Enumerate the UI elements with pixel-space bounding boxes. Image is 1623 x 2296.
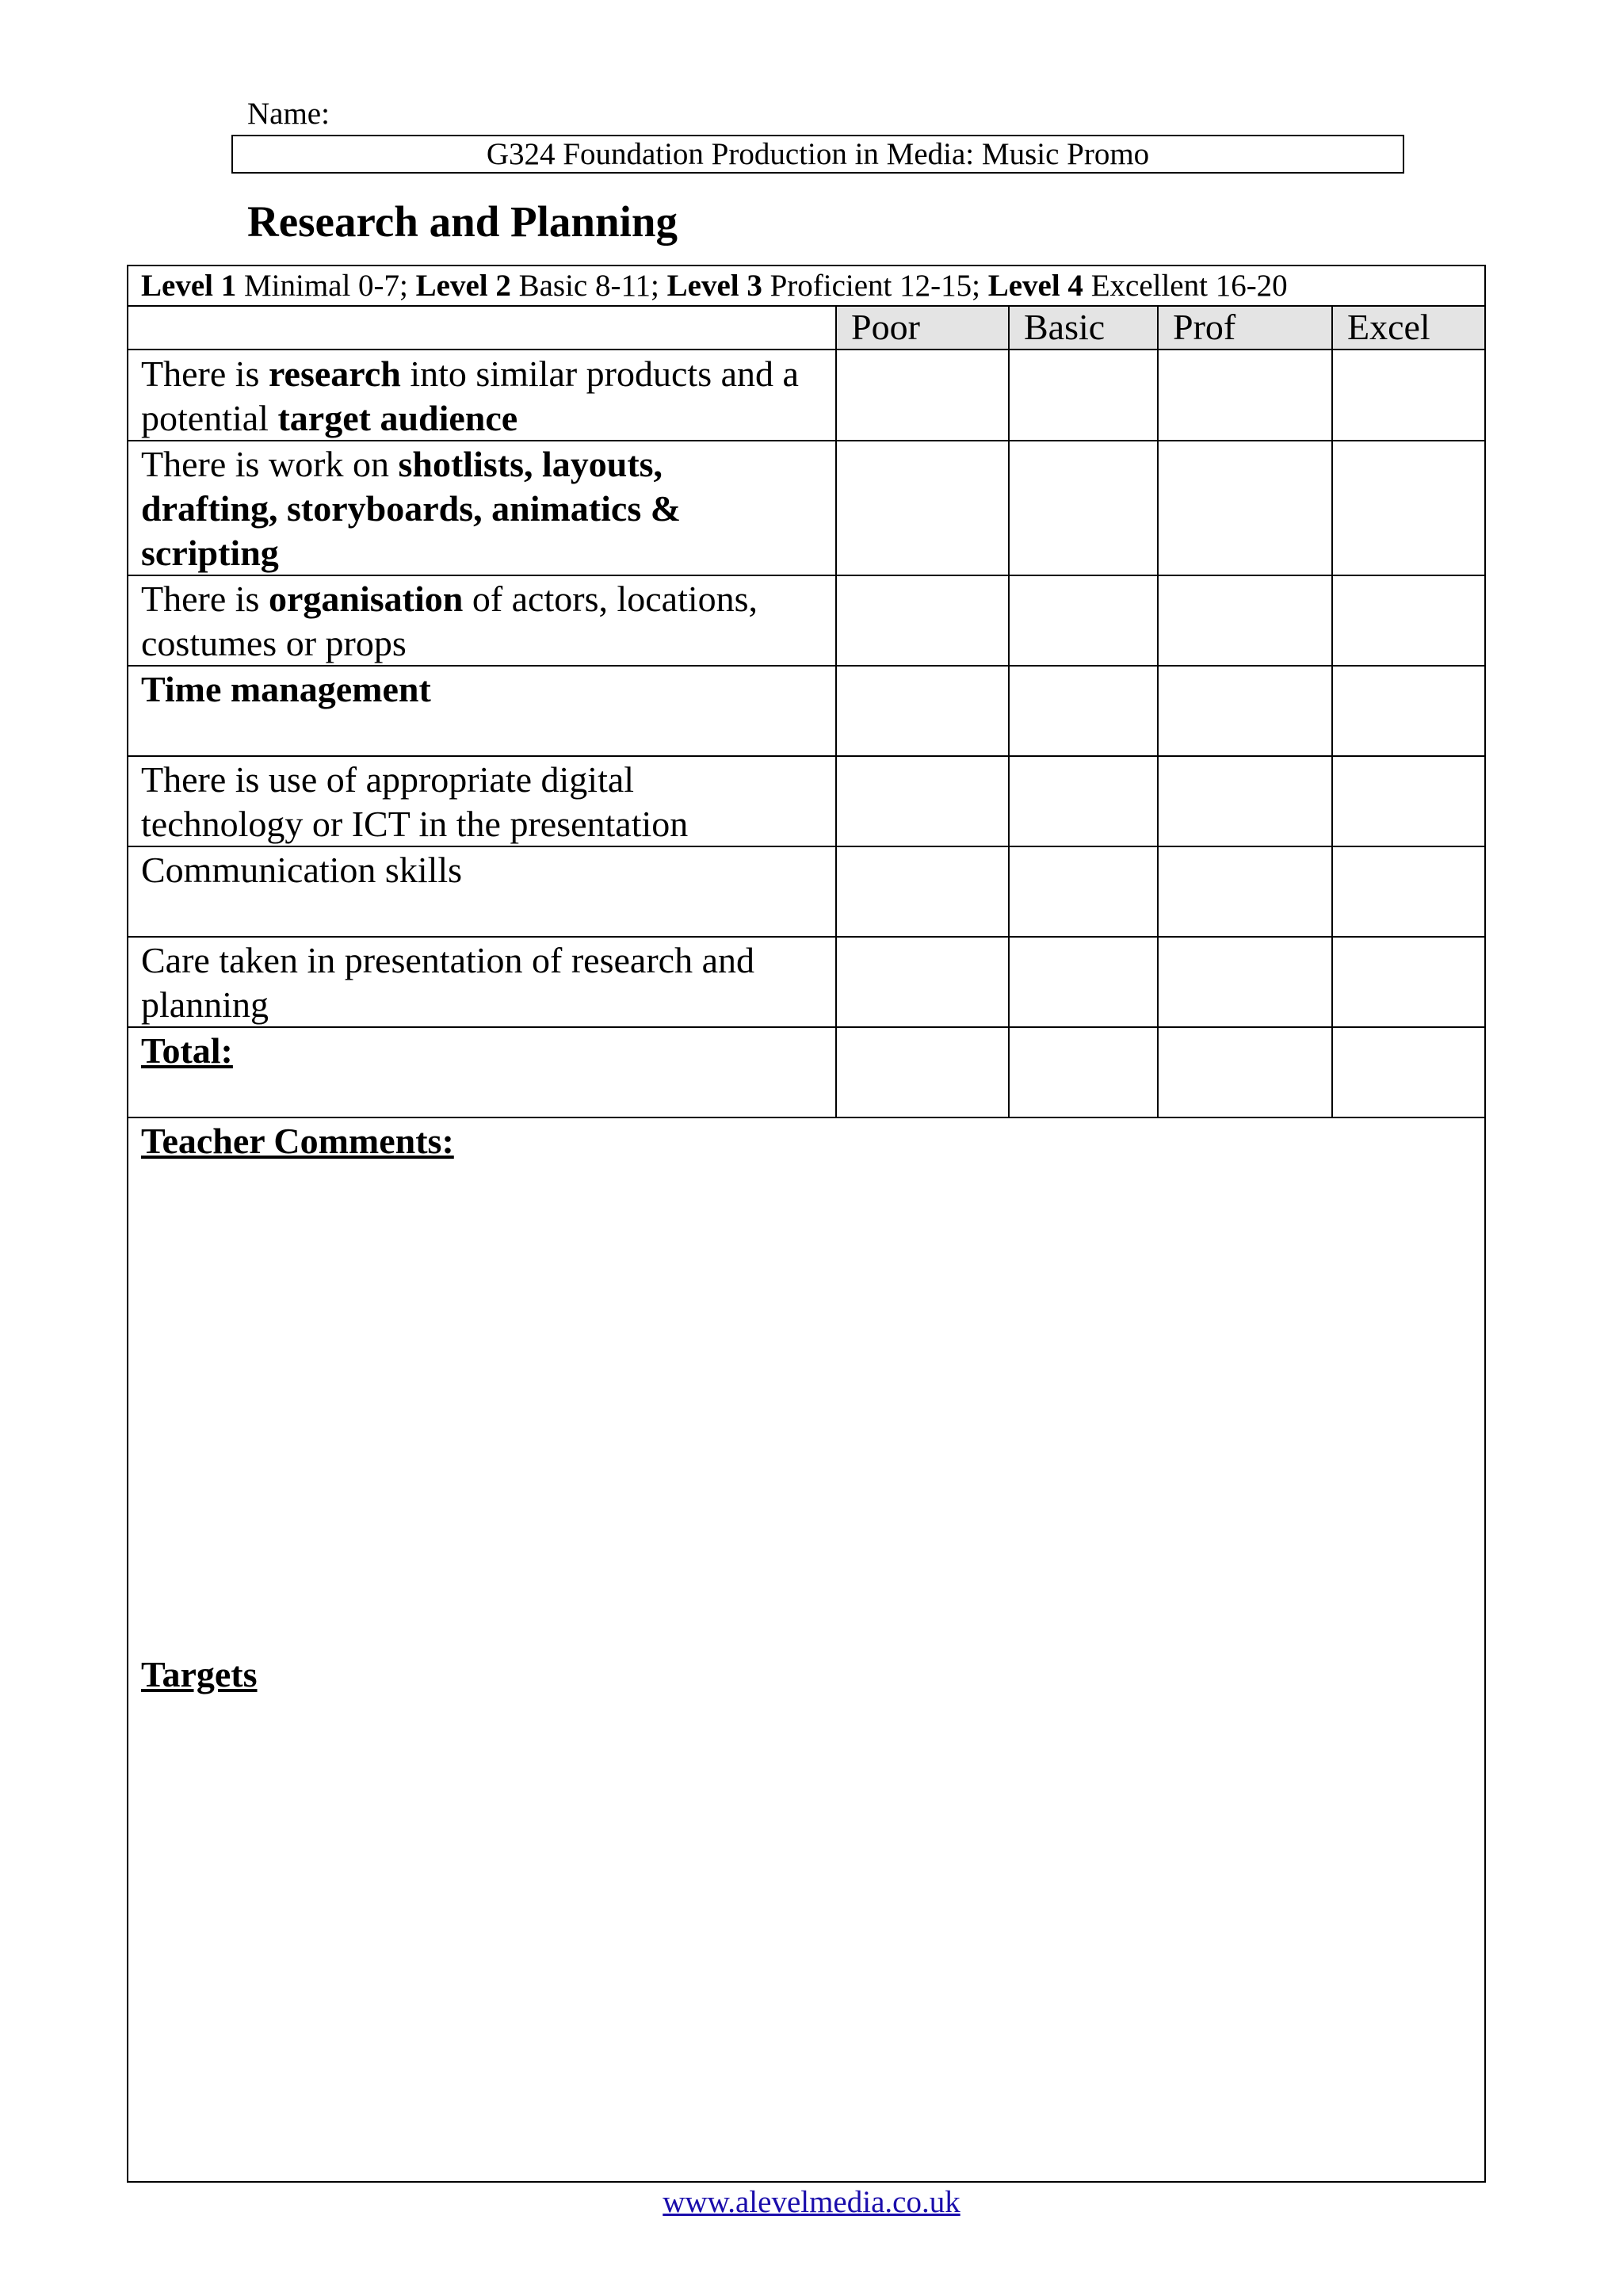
grid-left-border — [127, 265, 128, 2183]
column-header-excel: Excel — [1347, 307, 1430, 347]
criterion-bold-text: target audience — [277, 398, 518, 438]
criterion-bold-text: research — [268, 353, 401, 394]
criterion-text: Care taken in presentation of research and planning — [141, 940, 754, 1025]
grid-top-border — [127, 265, 1486, 266]
level-1-label: Level 1 — [141, 269, 237, 303]
row-divider — [127, 936, 1486, 938]
level-2-text: Basic 8-11; — [510, 269, 667, 303]
criterion-text: Communication skills — [141, 850, 463, 890]
level-3-label: Level 3 — [666, 269, 762, 303]
criterion-bold-text: Time management — [141, 669, 431, 709]
criterion-text: into similar products and a potential — [141, 353, 799, 438]
column-divider — [835, 305, 837, 1118]
row-divider — [127, 1117, 1486, 1118]
total-label: Total: — [141, 1030, 233, 1071]
column-header-prof: Prof — [1173, 307, 1236, 347]
column-header-basic: Basic — [1024, 307, 1106, 347]
column-divider — [1157, 305, 1159, 1118]
criterion-communication — [141, 848, 831, 892]
targets-label: Targets — [141, 1654, 258, 1694]
teacher-comments-label: Teacher Comments: — [141, 1121, 454, 1161]
footer-website-link[interactable]: www.alevelmedia.co.uk — [663, 2185, 960, 2219]
criterion-presentation-care — [141, 938, 831, 1027]
grid-bottom-border — [127, 2181, 1486, 2183]
criterion-text: of actors, locations, costumes or props — [141, 579, 758, 663]
row-divider — [127, 305, 1486, 307]
column-divider — [1008, 305, 1010, 1118]
criterion-text: There is — [141, 353, 269, 394]
criterion-organisation — [141, 577, 831, 666]
criterion-text: There is use of appropriate digital technology or ICT in the presentation — [141, 759, 689, 844]
course-title-box: G324 Foundation Production in Media: Music Promo — [231, 135, 1404, 174]
criterion-bold-text: organisation — [268, 579, 464, 619]
section-title: Research and Planning — [247, 197, 678, 246]
criterion-bold-text: shotlists, layouts, drafting, storyboards, animatics & scripting — [141, 444, 682, 573]
criterion-text: There is — [141, 579, 269, 619]
row-divider — [127, 349, 1486, 350]
column-divider — [1331, 305, 1333, 1118]
level-4-label: Level 4 — [987, 269, 1083, 303]
level-3-text: Proficient 12-15; — [762, 269, 988, 303]
criterion-shotlists — [141, 442, 743, 575]
grid-right-border — [1484, 265, 1486, 2183]
criterion-research — [141, 352, 831, 441]
row-divider — [127, 755, 1486, 757]
criterion-digital-technology — [141, 758, 775, 846]
level-2-label: Level 2 — [415, 269, 511, 303]
criterion-text: There is work on — [141, 444, 399, 484]
level-1-text: Minimal 0-7; — [236, 269, 416, 303]
criterion-time-management — [141, 667, 831, 712]
name-label: Name: — [247, 97, 330, 131]
levels-legend — [141, 267, 1288, 305]
level-4-text: Excellent 16-20 — [1083, 269, 1288, 303]
column-header-poor: Poor — [851, 307, 920, 347]
